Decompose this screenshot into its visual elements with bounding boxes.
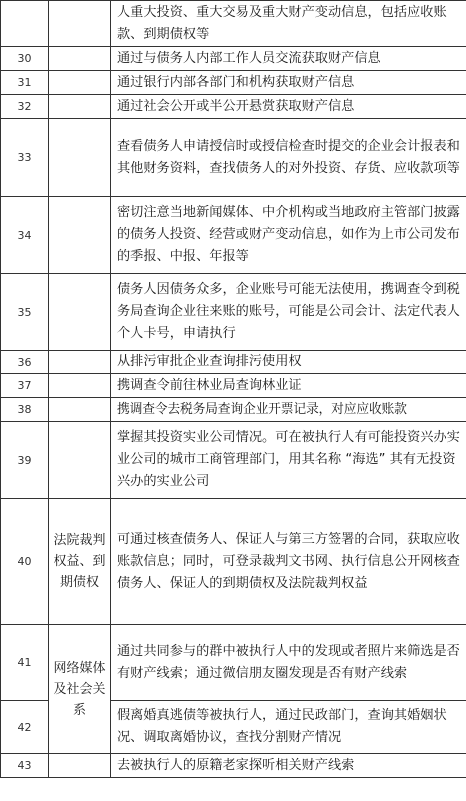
row-number: 38	[1, 398, 49, 422]
row-content: 通过银行内部各部门和机构获取财产信息	[111, 71, 466, 95]
table-row	[1, 754, 466, 778]
row-number: 31	[1, 71, 49, 95]
category-cell	[49, 95, 111, 119]
table-row	[1, 422, 466, 499]
category-cell	[49, 351, 111, 374]
table-row	[1, 499, 466, 625]
category-label: 网络媒体及社会关系	[53, 660, 106, 718]
table-row	[1, 71, 466, 95]
row-number: 34	[1, 197, 49, 274]
row-content: 掌握其投资实业公司情况。可在被执行人有可能投资兴办实业公司的城市工商管理部门，用其名称 “海选” 其有无投资兴办的实业公司	[111, 422, 466, 499]
table-row	[1, 274, 466, 351]
table-row	[1, 1, 466, 47]
table-row	[1, 95, 466, 119]
category-cell	[49, 197, 111, 274]
category-cell	[49, 47, 111, 71]
row-number: 40	[1, 499, 49, 625]
row-content: 携调查令前往林业局查询林业证	[111, 374, 466, 398]
category-cell	[49, 1, 111, 47]
row-content: 假离婚真逃债等被执行人，通过民政部门，查询其婚姻状况、调取离婚协议，查找分割财产情况	[111, 701, 466, 754]
row-content: 携调查令去税务局查询企业开票记录，对应应收账款	[111, 398, 466, 422]
table-row	[1, 119, 466, 197]
category-label: 法院裁判权益、到期债权	[53, 533, 106, 590]
table-row	[1, 197, 466, 274]
table-row	[1, 398, 466, 422]
category-cell	[49, 119, 111, 197]
category-cell	[49, 274, 111, 351]
category-cell	[49, 374, 111, 398]
row-content: 从排污审批企业查询排污使用权	[111, 351, 466, 374]
row-number	[1, 1, 49, 47]
row-number: 39	[1, 422, 49, 499]
table-row	[1, 47, 466, 71]
row-number: 32	[1, 95, 49, 119]
category-network	[49, 625, 111, 754]
row-number: 36	[1, 351, 49, 374]
row-content: 可通过核查债务人、保证人与第三方签署的合同，获取应收账款信息；同时，可登录裁判文书网、执行信息公开网核查债务人、保证人的到期债权及法院裁判权益	[111, 499, 466, 625]
category-cell	[49, 71, 111, 95]
row-content: 查看债务人申请授信时或授信检查时提交的企业会计报表和其他财务资料，查找债务人的对外投资、存货、应收款项等	[111, 119, 466, 197]
category-cell	[49, 754, 111, 778]
row-content: 去被执行人的原籍老家探听相关财产线索	[111, 754, 466, 778]
row-number: 35	[1, 274, 49, 351]
row-content: 通过共同参与的群中被执行人中的发现或者照片来筛选是否有财产线索；通过微信朋友圈发现是否有财产线索	[111, 625, 466, 701]
row-number: 43	[1, 754, 49, 778]
row-content: 债务人因债务众多，企业账号可能无法使用，携调查令到税务局查询企业往来账的账号，可能是公司会计、法定代表人个人卡号，申请执行	[111, 274, 466, 351]
row-number: 30	[1, 47, 49, 71]
table-row	[1, 351, 466, 374]
row-number: 33	[1, 119, 49, 197]
row-content: 通过社会公开或半公开悬赏获取财产信息	[111, 95, 466, 119]
table-row	[1, 625, 466, 701]
category-court	[49, 499, 111, 625]
row-number: 37	[1, 374, 49, 398]
row-content: 人重大投资、重大交易及重大财产变动信息，包括应收账款、到期债权等	[111, 1, 466, 47]
category-cell	[49, 422, 111, 499]
table-row	[1, 374, 466, 398]
category-cell	[49, 398, 111, 422]
row-content: 通过与债务人内部工作人员交流获取财产信息	[111, 47, 466, 71]
row-number: 41	[1, 625, 49, 701]
row-content: 密切注意当地新闻媒体、中介机构或当地政府主管部门披露的债务人投资、经营或财产变动信息，如作为上市公司发布的季报、中报、年报等	[111, 197, 466, 274]
row-number: 42	[1, 701, 49, 754]
